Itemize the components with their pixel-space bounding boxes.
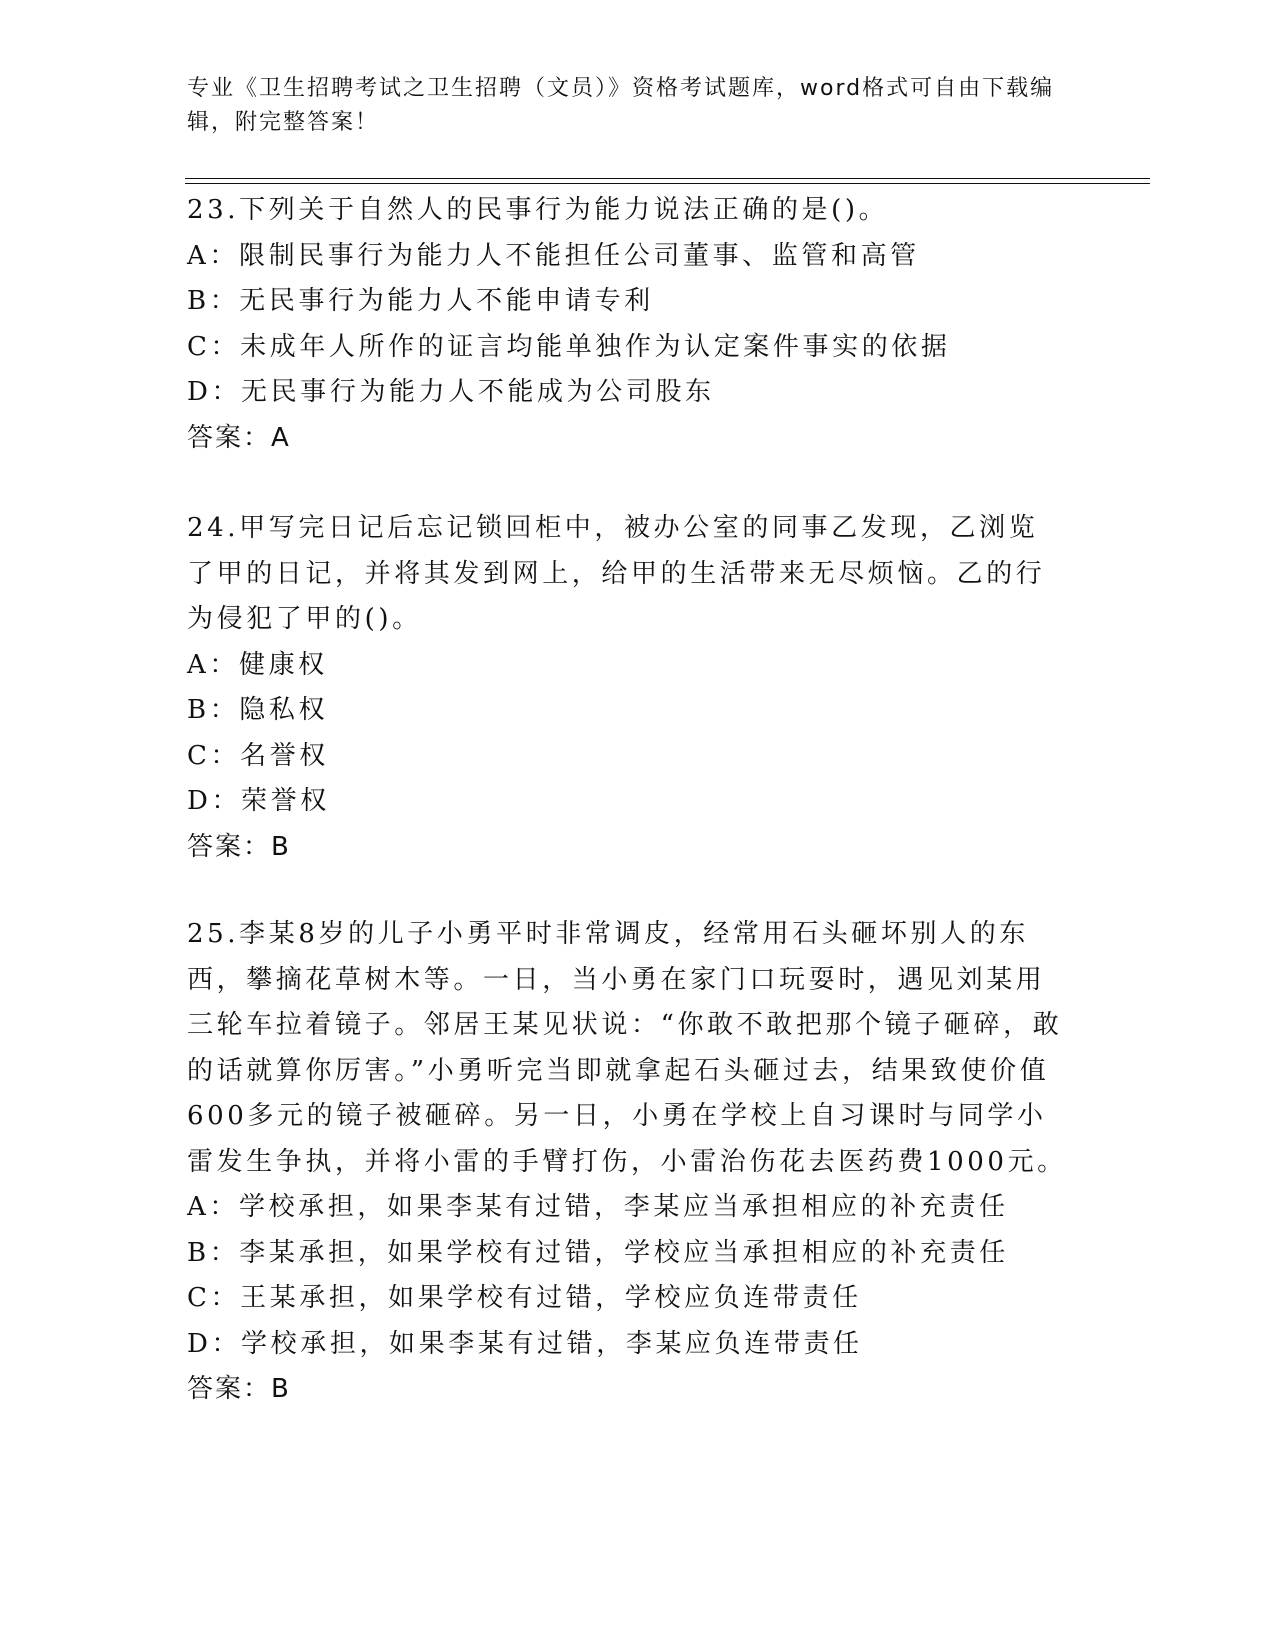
question-stem: 23.下列关于自然人的民事行为能力说法正确的是()。	[187, 195, 889, 225]
option-d: D：荣誉权	[187, 786, 330, 816]
answer-line	[187, 825, 1067, 871]
answer-value: B	[271, 831, 289, 862]
option-b: B：无民事行为能力人不能申请专利	[187, 286, 654, 316]
option-c: C：未成年人所作的证言均能单独作为认定案件事实的依据	[187, 331, 951, 362]
option-b: B：隐私权	[187, 695, 329, 725]
document-header: 专业《卫生招聘考试之卫生招聘（文员）》资格考试题库，word格式可自由下载编辑，附完整答案！	[187, 76, 1055, 135]
option-a: A：健康权	[187, 649, 328, 680]
option-d: D：无民事行为能力人不能成为公司股东	[187, 377, 715, 407]
question-25	[187, 912, 1067, 1413]
answer-value: A	[271, 422, 289, 453]
question-24	[187, 506, 1067, 870]
option-c: C：名誉权	[187, 740, 329, 771]
option-b: B：李某承担，如果学校有过错，学校应当承担相应的补充责任	[187, 1237, 1009, 1268]
answer-line	[187, 416, 1067, 462]
header-rule-bottom	[185, 183, 1150, 184]
answer-value: B	[271, 1374, 289, 1404]
answer-label: 答案：	[187, 831, 272, 862]
option-a: A：限制民事行为能力人不能担任公司董事、监管和高管	[187, 240, 920, 271]
answer-line	[187, 1367, 1067, 1413]
option-a: A：学校承担，如果李某有过错，李某应当承担相应的补充责任	[187, 1192, 1009, 1222]
option-c: C：王某承担，如果学校有过错，学校应负连带责任	[187, 1283, 862, 1313]
header-rule-top	[185, 178, 1150, 179]
answer-label: 答案：	[187, 1374, 272, 1404]
question-23	[187, 188, 1067, 461]
question-stem: 24.甲写完日记后忘记锁回柜中，被办公室的同事乙发现，乙浏览了甲的日记，并将其发到网上，给甲的生活带来无尽烦恼。乙的行为侵犯了甲的()。	[187, 513, 1046, 634]
option-d: D：学校承担，如果李某有过错，李某应负连带责任	[187, 1328, 863, 1359]
question-stem: 25.李某8岁的儿子小勇平时非常调皮，经常用石头砸坏别人的东西，攀摘花草树木等。一日，当小勇在家门口玩耍时，遇见刘某用三轮车拉着镜子。邻居王某见状说：“你敢不敢把那个镜子砸碎，敢的话就算你厉害。”小勇听完当即就拿起石头砸过去，结果致使价值600多元的镜子被砸碎。另一日，小勇在学校上自习课时与同学小雷发生争执，并将小雷的手臂打伤，小雷治伤花去医药费1000元。	[187, 919, 1067, 1177]
answer-label: 答案：	[187, 422, 272, 453]
